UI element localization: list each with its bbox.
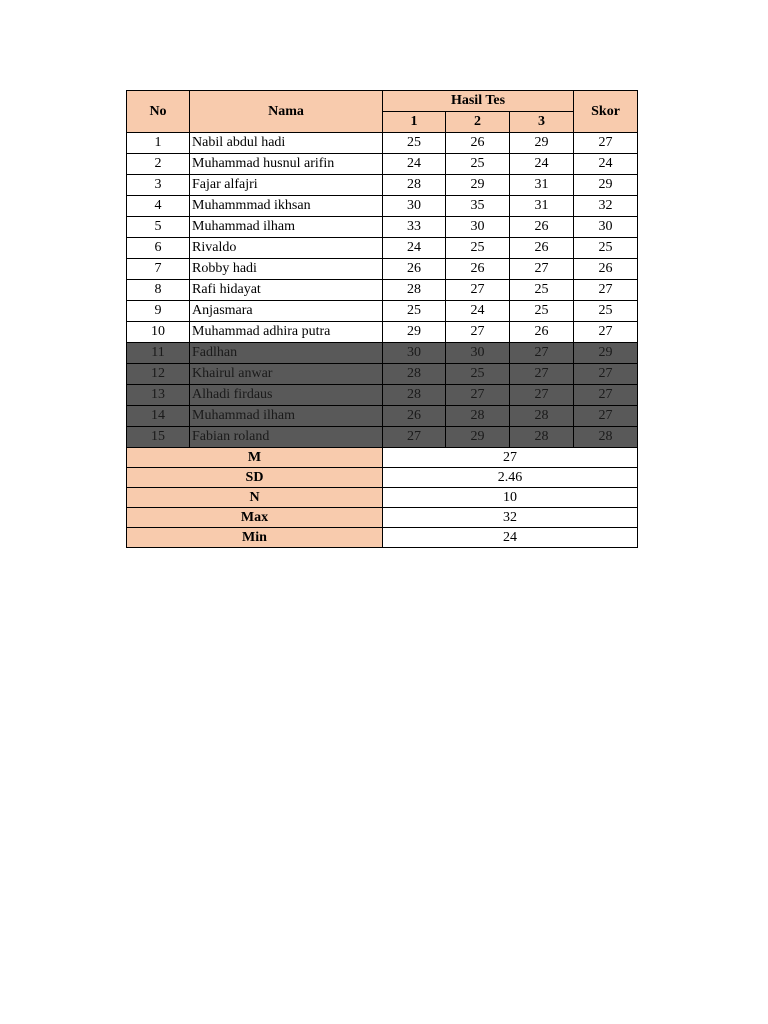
cell-tes-1: 24 (383, 238, 446, 259)
stat-row (127, 488, 638, 508)
cell-skor: 29 (574, 343, 638, 364)
table-row (127, 259, 638, 280)
cell-tes-2: 25 (446, 154, 510, 175)
cell-tes-3: 27 (510, 385, 574, 406)
stat-label: M (127, 448, 383, 468)
stats-body (127, 448, 638, 548)
cell-tes-1: 25 (383, 133, 446, 154)
cell-skor: 29 (574, 175, 638, 196)
cell-tes-3: 28 (510, 406, 574, 427)
cell-tes-1: 30 (383, 196, 446, 217)
cell-tes-3: 27 (510, 364, 574, 385)
cell-nama: Muhammad ilham (190, 406, 383, 427)
cell-skor: 27 (574, 385, 638, 406)
cell-skor: 32 (574, 196, 638, 217)
table-row (127, 385, 638, 406)
cell-tes-1: 24 (383, 154, 446, 175)
table-row (127, 364, 638, 385)
cell-tes-3: 27 (510, 259, 574, 280)
stat-label: N (127, 488, 383, 508)
table-row (127, 322, 638, 343)
table-row (127, 343, 638, 364)
cell-tes-1: 27 (383, 427, 446, 448)
cell-tes-3: 29 (510, 133, 574, 154)
stat-row (127, 508, 638, 528)
cell-no: 2 (127, 154, 190, 175)
cell-skor: 26 (574, 259, 638, 280)
cell-tes-1: 28 (383, 280, 446, 301)
cell-tes-3: 28 (510, 427, 574, 448)
cell-tes-1: 30 (383, 343, 446, 364)
cell-tes-2: 29 (446, 175, 510, 196)
cell-tes-3: 26 (510, 322, 574, 343)
cell-skor: 27 (574, 133, 638, 154)
header-no: No (127, 91, 190, 133)
table-row (127, 427, 638, 448)
header-tes-3: 3 (510, 112, 574, 133)
stat-label: Max (127, 508, 383, 528)
cell-skor: 27 (574, 322, 638, 343)
cell-tes-3: 26 (510, 238, 574, 259)
cell-no: 3 (127, 175, 190, 196)
stat-value: 10 (383, 488, 638, 508)
cell-no: 5 (127, 217, 190, 238)
stat-value: 2.46 (383, 468, 638, 488)
cell-tes-2: 28 (446, 406, 510, 427)
cell-tes-2: 35 (446, 196, 510, 217)
table-row (127, 301, 638, 322)
cell-nama: Muhammad husnul arifin (190, 154, 383, 175)
cell-tes-2: 27 (446, 385, 510, 406)
test-results-table (126, 90, 638, 548)
cell-skor: 28 (574, 427, 638, 448)
cell-skor: 25 (574, 301, 638, 322)
table-row (127, 133, 638, 154)
cell-tes-1: 28 (383, 364, 446, 385)
cell-no: 10 (127, 322, 190, 343)
cell-skor: 24 (574, 154, 638, 175)
cell-no: 4 (127, 196, 190, 217)
cell-tes-2: 24 (446, 301, 510, 322)
cell-tes-1: 28 (383, 385, 446, 406)
cell-no: 11 (127, 343, 190, 364)
cell-no: 13 (127, 385, 190, 406)
cell-nama: Alhadi firdaus (190, 385, 383, 406)
header-nama: Nama (190, 91, 383, 133)
table-row (127, 280, 638, 301)
cell-no: 15 (127, 427, 190, 448)
table-body (127, 133, 638, 448)
cell-nama: Rivaldo (190, 238, 383, 259)
cell-tes-2: 29 (446, 427, 510, 448)
cell-skor: 27 (574, 280, 638, 301)
stat-value: 27 (383, 448, 638, 468)
header-row-top (127, 91, 638, 112)
cell-tes-1: 26 (383, 259, 446, 280)
table-row (127, 175, 638, 196)
cell-tes-1: 25 (383, 301, 446, 322)
cell-nama: Robby hadi (190, 259, 383, 280)
cell-tes-3: 31 (510, 175, 574, 196)
cell-no: 7 (127, 259, 190, 280)
header-hasil-tes: Hasil Tes (383, 91, 574, 112)
header-tes-1: 1 (383, 112, 446, 133)
cell-nama: Khairul anwar (190, 364, 383, 385)
cell-skor: 27 (574, 364, 638, 385)
cell-nama: Rafi hidayat (190, 280, 383, 301)
cell-tes-3: 25 (510, 280, 574, 301)
cell-tes-1: 29 (383, 322, 446, 343)
table-row (127, 196, 638, 217)
header-skor: Skor (574, 91, 638, 133)
cell-tes-3: 25 (510, 301, 574, 322)
stat-label: Min (127, 528, 383, 548)
cell-no: 14 (127, 406, 190, 427)
cell-tes-3: 27 (510, 343, 574, 364)
cell-nama: Fajar alfajri (190, 175, 383, 196)
cell-tes-1: 33 (383, 217, 446, 238)
cell-skor: 30 (574, 217, 638, 238)
cell-no: 8 (127, 280, 190, 301)
cell-no: 12 (127, 364, 190, 385)
cell-tes-1: 26 (383, 406, 446, 427)
stat-row (127, 448, 638, 468)
cell-tes-2: 27 (446, 322, 510, 343)
cell-tes-3: 24 (510, 154, 574, 175)
cell-no: 6 (127, 238, 190, 259)
cell-skor: 25 (574, 238, 638, 259)
cell-nama: Muhammad ilham (190, 217, 383, 238)
stat-value: 24 (383, 528, 638, 548)
cell-tes-2: 27 (446, 280, 510, 301)
cell-tes-1: 28 (383, 175, 446, 196)
cell-tes-2: 26 (446, 133, 510, 154)
cell-tes-3: 26 (510, 217, 574, 238)
cell-tes-2: 30 (446, 343, 510, 364)
cell-tes-2: 25 (446, 238, 510, 259)
cell-nama: Muhammmad ikhsan (190, 196, 383, 217)
cell-no: 1 (127, 133, 190, 154)
cell-nama: Muhammad adhira putra (190, 322, 383, 343)
stat-label: SD (127, 468, 383, 488)
cell-nama: Fabian roland (190, 427, 383, 448)
table-row (127, 238, 638, 259)
cell-tes-2: 25 (446, 364, 510, 385)
stat-row (127, 528, 638, 548)
stat-row (127, 468, 638, 488)
stat-value: 32 (383, 508, 638, 528)
table-row (127, 217, 638, 238)
header-tes-2: 2 (446, 112, 510, 133)
cell-tes-3: 31 (510, 196, 574, 217)
cell-nama: Anjasmara (190, 301, 383, 322)
cell-skor: 27 (574, 406, 638, 427)
cell-tes-2: 30 (446, 217, 510, 238)
cell-no: 9 (127, 301, 190, 322)
cell-tes-2: 26 (446, 259, 510, 280)
table-row (127, 406, 638, 427)
cell-nama: Fadlhan (190, 343, 383, 364)
table-row (127, 154, 638, 175)
cell-nama: Nabil abdul hadi (190, 133, 383, 154)
